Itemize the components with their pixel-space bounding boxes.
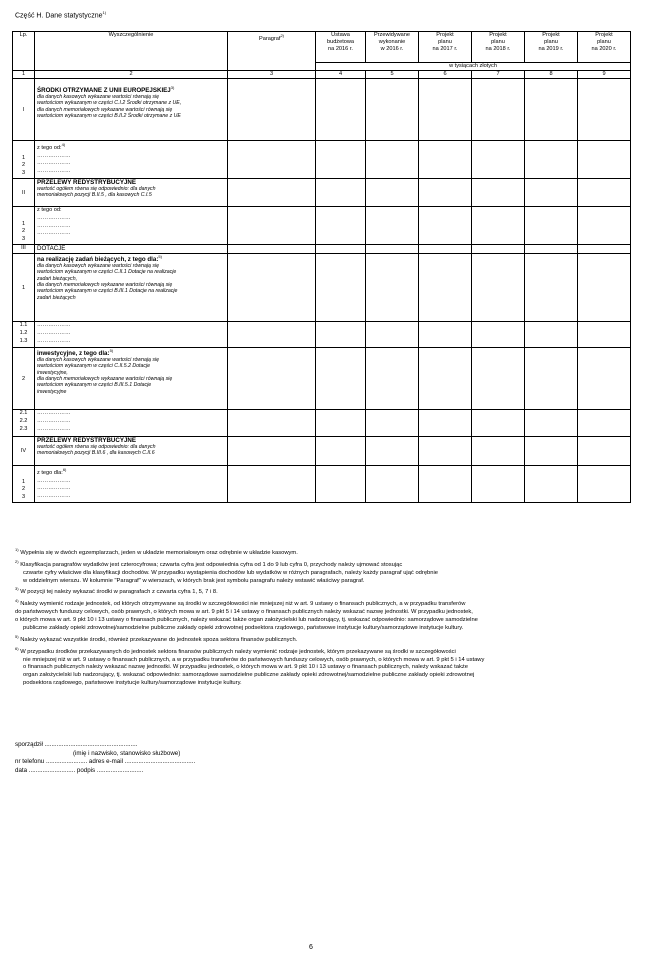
row-lp: IV [13,437,35,466]
table-row [13,410,631,437]
table-row [13,79,631,141]
column-number-row [13,71,631,79]
col-num: 2 [35,71,228,79]
header-col7: Projekt planu na 2018 r. [472,32,525,63]
row-lp: 2 [13,348,35,410]
row-description: z tego dla:$^{6)}$ ……………… ……………… ……………… [35,466,228,503]
footnote-line: nie mniejszej niż w art. 9 ustawy o finansach publicznych, a w przypadku transferów do państwowych funduszy celowych, osób prawnych, o których mowa w art. 9 pkt 5 i 14 ustawy [23,656,485,663]
signature-block [15,741,195,775]
header-col8: Projekt planu na 2019 r. [525,32,578,63]
table-row [13,254,631,322]
footnote-line: do państwowych funduszy celowych, osób prawnych, o których mowa w art. 9 pkt 5 i 14 ustawy o finansach publicznych należy wskazać nazwę jednostki. W przypadku jednostek, [15,609,473,616]
row-lp: 2.1 2.2 2.3 [13,410,35,437]
col-num: 8 [525,71,578,79]
header-paragraph: Paragraf$^{2)}$ [228,32,316,71]
col-num: 7 [472,71,525,79]
table-row [13,179,631,207]
table-row [13,322,631,348]
row-lp: II [13,179,35,207]
row-description: ……………… ……………… ……………… [35,322,228,348]
row-lp: I [13,79,35,141]
row-lp: III [13,245,35,254]
prepared-by-caption: (imię i nazwisko, stanowisko służbowe) [73,749,181,757]
footnote-line: $^{3)}$ W pozycji tej należy wykazać środki w paragrafach z czwarta cyfra 1, 5, 7 i 8. [15,586,218,596]
header-col6: Projekt planu na 2017 r. [419,32,472,63]
table-row [13,141,631,179]
header-row [13,32,631,63]
row-description: na realizację zadań bieżących, z tego dla:$^{5)}$ dla danych kasowych wykazane wartości równają się wartościom wykazanym w części C.II.1 Dotacje na realizacje zadań bieżących, dla danych memoriałowych wykazane wartości równają się wartościom wykazanym w części B.III.1 Dotacje na realizacje zadań bieżących [35,254,228,322]
header-col4: Ustawa budżetowa na 2016 r. [316,32,366,63]
date-signature-line[interactable]: data ........................... podpis ........................... [15,766,144,774]
col-num: 5 [366,71,419,79]
row-description: inwestycyjne, z tego dla:$^{5)}$ dla danych kasowych wykazane wartości równają się wartościom wykazanym w części C.II.5.2 Dotacje inwestycyjne, dla danych memoriałowych wykazane wartości równają się wartościom wykazanym w części B.III.5.1 Dotacje inwestycyjne [35,348,228,410]
footnote-line: organ założycielski lub nadzorujący, tj. wskazać odpowiednio: samorządowe samodzielne publiczne zakłady opieki zdrowotnej/samodzielne publiczne zakłady opieki zdrowotnej [23,672,475,679]
row-description: z tego od:$^{4)}$ ……………… ……………… ……………… [35,141,228,179]
prepared-by-line[interactable]: sporządził ...................................................... [15,741,138,748]
row-description: DOTACJE [35,245,228,254]
row-description: z tego od: ……………… ……………… ……………… [35,207,228,245]
footnote-line: $^{4)}$ Należy wymienić rodzaje jednostek, od których otrzymywane są środki w szczegółowości nie mniejszej niż w art. 9 ustawy o finansach publicznych, a w przypadku transferów [15,598,466,608]
footnote-line: $^{6)}$ W przypadku środków przekazywanych do jednostek sektora finansów publicznych należy wymienić rodzaje jednostek, którym przekazywane są środki w szczegółowości [15,645,456,655]
header-unit: w tysiącach złotych [316,63,631,71]
header-lp: Lp. [13,32,35,71]
row-description: ŚRODKI OTRZYMANE Z UNII EUROPEJSKIEJ$^{3)}$ dla danych kasowych wykazane wartości równają się wartościom wykazanym w części C.I.2 Środki otrzymane z UE, dla danych memoriałowych wykazane wartości równają się wartościom wykazanym w części B.II.2 Środki otrzymane z UE [35,79,228,141]
footnote-line: w oddzielnym wierszu. W kolumnie "Paragraf" w wierszach, w których brak jest symbolu paragrafu należy wstawić właściwy paragraf. [23,577,365,584]
table-row [13,245,631,254]
row-lp: 1 2 3 [13,207,35,245]
footnote-line: o finansach publicznych należy wskazać nazwę jednostki. W przypadku jednostek, o których mowa w art. 9 pkt 10 i 13 ustawy o finansach publicznych, należy wskazać także [23,664,468,671]
page-number: 6 [309,944,313,951]
footnote-line: o których mowa w art. 9 pkt 10 i 13 ustawy o finansach publicznych, należy wskazać także organ założycielski lub nadzorujący, tj. wskazać odpowiednio: samorządowe samodzielne [15,617,478,624]
col-num: 4 [316,71,366,79]
row-description: PRZELEWY REDYSTRYBUCYJNE wartość ogółem równa się odpowiednio: dla danych memoriałowych pozycji B.III.6 , dla kasowych C.II.6 [35,437,228,466]
table-row [13,348,631,410]
col-num: 1 [13,71,35,79]
header-col5: Przewidywane wykonanie w 2016 r. [366,32,419,63]
contact-line[interactable]: nr telefonu ........................ adres e-mail ......................................... [15,758,196,765]
row-lp: 1 2 3 [13,466,35,503]
row-lp: 1.1 1.2 1.3 [13,322,35,348]
statistics-table [12,31,631,503]
footnotes [15,546,630,688]
footnote-line: $^{2)}$ Klasyfikacja paragrafów wydatków jest czterocyfrowa; czwarta cyfra jest odpowiednia cyfra od 1 do 9 lub cyfra 0, przychody należy ujmować stosując [15,558,403,568]
table-row [13,437,631,466]
footnote-line: podsektora rządowego, państwowe instytucje kultury/samorządowe instytucje kultury. [23,680,242,687]
footnote-line: $^{1)}$ Wypełnia się w dwóch egzemplarzach, jeden w układzie memoriałowym oraz odrębnie w układzie kasowym. [15,547,298,556]
table-row [13,466,631,503]
row-description: PRZELEWY REDYSTRYBUCYJNE wartość ogółem równa się odpowiednio: dla danych memoriałowych pozycji B.II.5 , dla kasowych C.I.5 [35,179,228,207]
header-col9: Projekt planu na 2020 r. [578,32,631,63]
row-lp: 1 [13,254,35,322]
header-description: Wyszczególnienie [35,32,228,71]
col-num: 9 [578,71,631,79]
col-num: 6 [419,71,472,79]
col-num: 3 [228,71,316,79]
section-title: Część H. Dane statystyczne$^{1)}$ [15,10,107,20]
row-lp: 1 2 3 [13,141,35,179]
row-description: ……………… ……………… ……………… [35,410,228,437]
footnote-line: $^{5)}$ Należy wykazać wszystkie środki, również przekazywane do jednostek spoza sektora finansów publicznych. [15,633,298,643]
table-row [13,207,631,245]
footnote-line: czwarte cyfry właściwe dla klasyfikacji dochodów. W przypadku wystąpienia dochodów lub wydatków w różnych paragrafach, należy każdy paragraf ująć odrębnie [23,569,439,576]
footnote-line: publiczne zakłady opieki zdrowotnej/samodzielne publiczne zakłady opieki zdrowotnej podsektora rządowego, państwowe instytucje kultury/samorządowe instytucje kultury. [23,624,464,631]
